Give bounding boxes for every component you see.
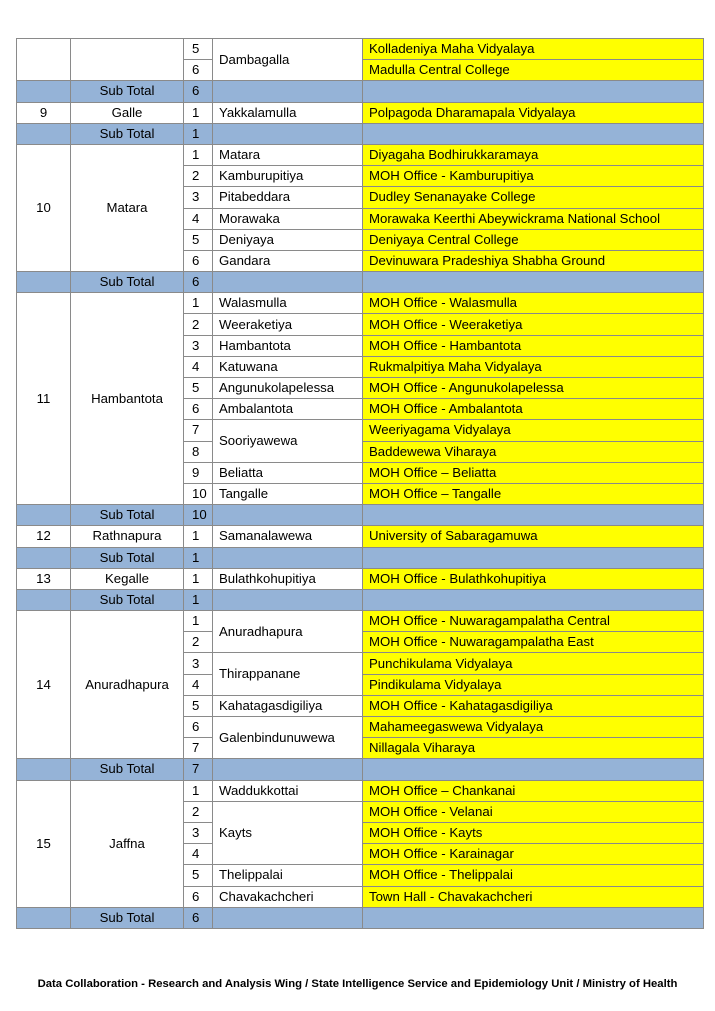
district-number: 10 [17,144,71,271]
subtotal-count: 6 [184,81,213,102]
moh-area: Beliatta [213,462,363,483]
subtotal-blank-cell [213,272,363,293]
moh-area: Pitabeddara [213,187,363,208]
subtotal-blank-cell [363,907,704,928]
subtotal-row [17,547,704,568]
center-number: 2 [184,314,213,335]
footer-credit: Data Collaboration - Research and Analysis Wing / State Intelligence Service and Epidemiology Unit / Ministry of Health [37,978,678,990]
vaccination-place: Pindikulama Vidyalaya [363,674,704,695]
moh-area: Tangalle [213,483,363,504]
subtotal-label: Sub Total [71,81,184,102]
subtotal-blank-cell [213,589,363,610]
subtotal-label: Sub Total [71,907,184,928]
vaccination-place: Morawaka Keerthi Abeywickrama National School [363,208,704,229]
vaccination-place: MOH Office - Velanai [363,801,704,822]
subtotal-blank-cell [17,123,71,144]
center-number: 2 [184,632,213,653]
vaccination-place: MOH Office - Bulathkohupitiya [363,568,704,589]
center-number: 5 [184,695,213,716]
district-number: 9 [17,102,71,123]
center-number: 9 [184,462,213,483]
moh-area: Sooriyawewa [213,420,363,462]
vaccination-place: MOH Office - Walasmulla [363,293,704,314]
subtotal-label: Sub Total [71,759,184,780]
vaccination-place: Nillagala Viharaya [363,738,704,759]
vaccination-place: Polpagoda Dharamapala Vidyalaya [363,102,704,123]
moh-area: Morawaka [213,208,363,229]
subtotal-count: 1 [184,123,213,144]
moh-area: Anuradhapura [213,611,363,653]
district-name: Hambantota [71,293,184,505]
moh-area: Hambantota [213,335,363,356]
moh-area: Bulathkohupitiya [213,568,363,589]
vaccination-place: MOH Office - Kayts [363,822,704,843]
moh-area: Deniyaya [213,229,363,250]
vaccination-place: MOH Office – Tangalle [363,483,704,504]
vaccination-place: Diyagaha Bodhirukkaramaya [363,144,704,165]
subtotal-label: Sub Total [71,272,184,293]
vaccination-place: Madulla Central College [363,60,704,81]
subtotal-blank-cell [363,505,704,526]
moh-area: Matara [213,144,363,165]
subtotal-blank-cell [213,547,363,568]
subtotal-blank-cell [363,123,704,144]
center-number: 3 [184,187,213,208]
vaccination-place: Dudley Senanayake College [363,187,704,208]
subtotal-blank-cell [363,759,704,780]
district-number: 14 [17,611,71,759]
subtotal-blank-cell [17,81,71,102]
district-number: 11 [17,293,71,505]
vaccination-place: Punchikulama Vidyalaya [363,653,704,674]
vaccination-place: Mahameegaswewa Vidyalaya [363,717,704,738]
center-number: 4 [184,674,213,695]
center-number: 1 [184,144,213,165]
center-number: 4 [184,208,213,229]
center-number: 1 [184,293,213,314]
vaccination-place: University of Sabaragamuwa [363,526,704,547]
subtotal-count: 1 [184,547,213,568]
vaccination-place: Town Hall - Chavakachcheri [363,886,704,907]
subtotal-count: 10 [184,505,213,526]
district-name: Anuradhapura [71,611,184,759]
subtotal-row [17,123,704,144]
center-number: 5 [184,865,213,886]
center-number: 1 [184,780,213,801]
moh-area: Thelippalai [213,865,363,886]
subtotal-blank-cell [363,81,704,102]
subtotal-blank-cell [363,272,704,293]
center-number: 1 [184,102,213,123]
center-number: 1 [184,568,213,589]
moh-area: Samanalawewa [213,526,363,547]
table-row [17,526,704,547]
subtotal-row [17,81,704,102]
subtotal-blank-cell [17,272,71,293]
subtotal-blank-cell [17,759,71,780]
vaccination-place: MOH Office – Beliatta [363,462,704,483]
moh-area: Angunukolapelessa [213,378,363,399]
vaccination-place: MOH Office - Nuwaragampalatha East [363,632,704,653]
district-name: Galle [71,102,184,123]
moh-area: Waddukkottai [213,780,363,801]
vaccination-place: MOH Office - Karainagar [363,844,704,865]
subtotal-blank-cell [213,505,363,526]
center-number: 4 [184,844,213,865]
subtotal-count: 6 [184,272,213,293]
center-number: 1 [184,526,213,547]
subtotal-row [17,589,704,610]
center-number: 3 [184,822,213,843]
subtotal-row [17,272,704,293]
district-name: Matara [71,144,184,271]
center-number: 5 [184,39,213,60]
table-row [17,39,704,60]
subtotal-label: Sub Total [71,505,184,526]
subtotal-count: 1 [184,589,213,610]
district-number [17,39,71,81]
subtotal-row [17,907,704,928]
subtotal-blank-cell [213,123,363,144]
vaccination-place: Devinuwara Pradeshiya Shabha Ground [363,250,704,271]
center-number: 7 [184,738,213,759]
subtotal-blank-cell [213,759,363,780]
subtotal-blank-cell [363,547,704,568]
subtotal-blank-cell [363,589,704,610]
vaccination-place: Deniyaya Central College [363,229,704,250]
vaccination-centers-table [16,38,704,929]
table-row [17,780,704,801]
vaccination-place: MOH Office - Nuwaragampalatha Central [363,611,704,632]
district-number: 15 [17,780,71,907]
district-name: Jaffna [71,780,184,907]
table-row [17,293,704,314]
vaccination-place: Rukmalpitiya Maha Vidyalaya [363,356,704,377]
vaccination-place: Baddewewa Viharaya [363,441,704,462]
subtotal-blank-cell [17,907,71,928]
subtotal-label: Sub Total [71,123,184,144]
vaccination-place: MOH Office - Hambantota [363,335,704,356]
center-number: 10 [184,483,213,504]
center-number: 4 [184,356,213,377]
subtotal-blank-cell [213,81,363,102]
moh-area: Kamburupitiya [213,166,363,187]
subtotal-blank-cell [17,547,71,568]
center-number: 2 [184,166,213,187]
moh-area: Chavakachcheri [213,886,363,907]
center-number: 5 [184,229,213,250]
moh-area: Kayts [213,801,363,865]
subtotal-label: Sub Total [71,547,184,568]
moh-area: Gandara [213,250,363,271]
subtotal-row [17,759,704,780]
vaccination-place: MOH Office - Kahatagasdigiliya [363,695,704,716]
center-number: 2 [184,801,213,822]
district-name: Kegalle [71,568,184,589]
center-number: 6 [184,250,213,271]
vaccination-place: MOH Office - Kamburupitiya [363,166,704,187]
center-number: 6 [184,60,213,81]
table-row [17,102,704,123]
subtotal-blank-cell [17,505,71,526]
district-name [71,39,184,81]
vaccination-place: MOH Office – Chankanai [363,780,704,801]
moh-area: Katuwana [213,356,363,377]
subtotal-row [17,505,704,526]
vaccination-place: Kolladeniya Maha Vidyalaya [363,39,704,60]
center-number: 6 [184,886,213,907]
table-body [17,39,704,929]
moh-area: Walasmulla [213,293,363,314]
district-name: Rathnapura [71,526,184,547]
table-row [17,611,704,632]
moh-area: Dambagalla [213,39,363,81]
vaccination-place: MOH Office - Weeraketiya [363,314,704,335]
center-number: 8 [184,441,213,462]
center-number: 3 [184,653,213,674]
subtotal-label: Sub Total [71,589,184,610]
vaccination-place: MOH Office - Angunukolapelessa [363,378,704,399]
table-row [17,568,704,589]
subtotal-blank-cell [17,589,71,610]
moh-area: Yakkalamulla [213,102,363,123]
district-number: 13 [17,568,71,589]
moh-area: Thirappanane [213,653,363,695]
table-row [17,144,704,165]
vaccination-place: Weeriyagama Vidyalaya [363,420,704,441]
center-number: 6 [184,399,213,420]
center-number: 7 [184,420,213,441]
moh-area: Kahatagasdigiliya [213,695,363,716]
district-number: 12 [17,526,71,547]
center-number: 3 [184,335,213,356]
moh-area: Ambalantota [213,399,363,420]
center-number: 1 [184,611,213,632]
subtotal-blank-cell [213,907,363,928]
moh-area: Weeraketiya [213,314,363,335]
moh-area: Galenbindunuwewa [213,717,363,759]
subtotal-count: 7 [184,759,213,780]
center-number: 5 [184,378,213,399]
vaccination-place: MOH Office - Ambalantota [363,399,704,420]
subtotal-count: 6 [184,907,213,928]
center-number: 6 [184,717,213,738]
vaccination-place: MOH Office - Thelippalai [363,865,704,886]
